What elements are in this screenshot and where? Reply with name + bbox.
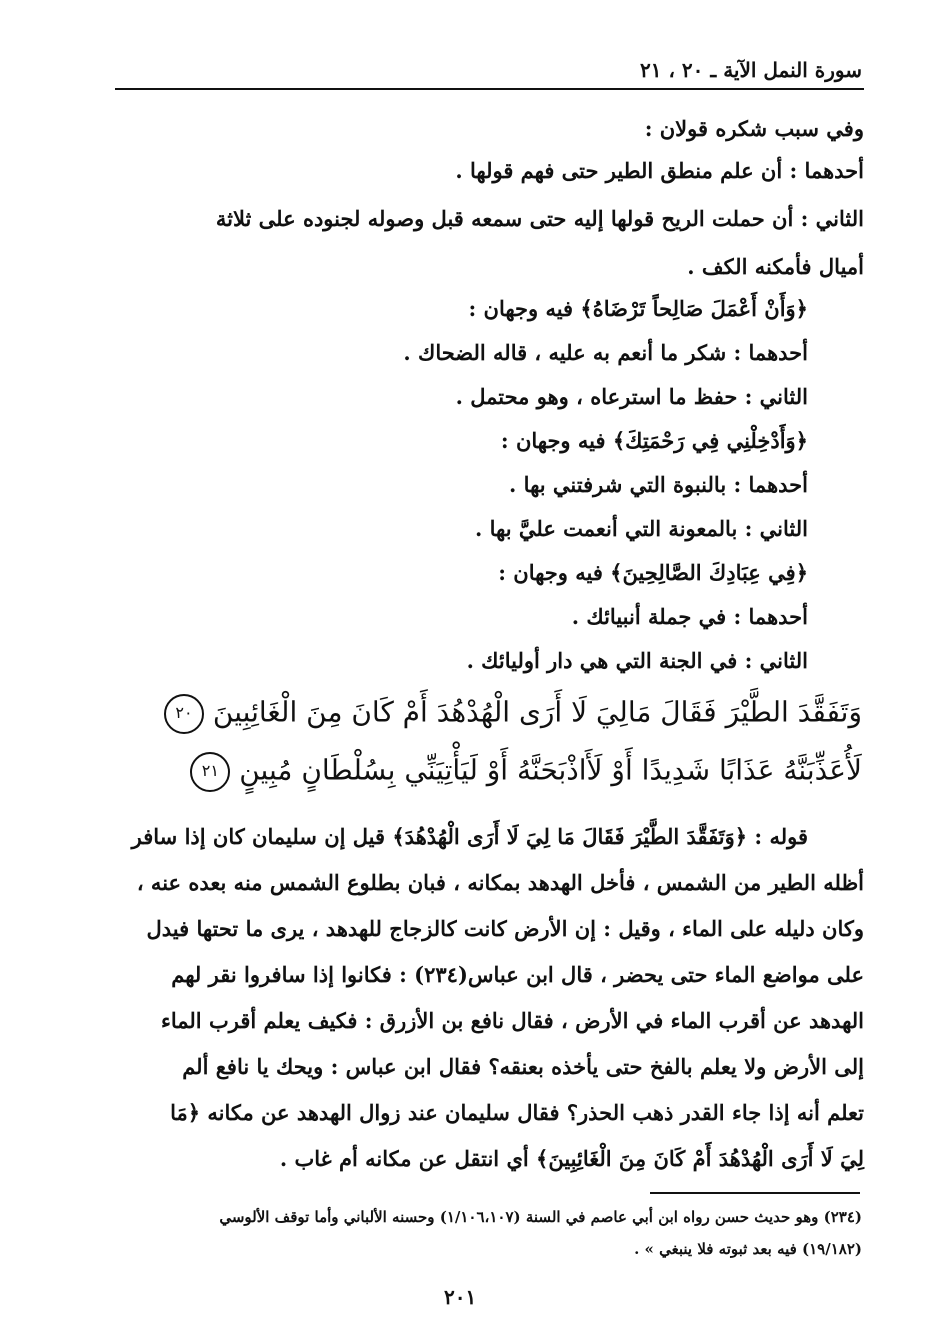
text-line: أحدهما : في جملة أنبيائك . (571, 604, 808, 629)
verse-quote: ﴿فِي عِبَادِكَ الصَّالِحِينَ﴾ فيه وجهان : (498, 560, 808, 585)
commentary-line: وكان دليله على الماء ، وقيل : إن الأرض كانت كالزجاج للهدهد ، يرى ما تحتها فيدل (146, 916, 864, 941)
header-rule (115, 88, 864, 90)
commentary-line: تعلم أنه إذا جاء القدر ذهب الحذر؟ فقال سليمان عند زوال الهدهد عن مكانه ﴿مَا (170, 1100, 864, 1125)
commentary-line: لِيَ لَا أَرَى الْهُدْهُدَ أَمْ كَانَ مِنَ الْغَائِبِينَ﴾ أي انتقل عن مكانه أم غاب . (279, 1146, 864, 1171)
verse-quote: ﴿وَأَدْخِلْنِي فِي رَحْمَتِكَ﴾ فيه وجهان : (500, 428, 808, 453)
commentary-line: أظله الطير من الشمس ، فأخل الهدهد بمكانه ، فبان بطلوع الشمس منه بعده عنه ، (136, 870, 864, 895)
text-line: أحدهما : شكر ما أنعم به عليه ، قاله الضحاك . (403, 340, 808, 365)
text-line: الثاني : في الجنة التي هي دار أوليائك . (466, 648, 808, 673)
text-line: الثاني : بالمعونة التي أنعمت عليَّ بها . (475, 516, 808, 541)
verse-quote: ﴿وَأَنْ أَعْمَلَ صَالِحاً تَرْضَاهُ﴾ فيه وجهان : (468, 296, 808, 321)
footnote-rule (650, 1192, 860, 1194)
commentary-line: إلى الأرض ولا يعلم بالفخ حتى يأخذه بعنقه؟ فقال ابن عباس : ويحك يا نافع ألم (182, 1054, 864, 1079)
commentary-line: قوله : ﴿وَتَفَقَّدَ الطَّيْرَ فَقَالَ مَا لِيَ لَا أَرَى الْهُدْهُدَ﴾ قيل إن سليمان كان إذا سافر (131, 824, 808, 849)
text-line: أحدهما : أن علم منطق الطير حتى فهم قولها . (455, 158, 864, 183)
text-line: الثاني : أن حملت الريح قولها إليه حتى سمعه قبل وصوله لجنوده على ثلاثة (215, 206, 864, 231)
page-number: ٢٠١ (444, 1285, 477, 1309)
text-line: أحدهما : بالنبوة التي شرفتني بها . (509, 472, 808, 497)
text-line: وفي سبب شكره قولان : (644, 116, 864, 141)
text-line: أميال فأمكنه الكف . (687, 254, 864, 279)
running-header: سورة النمل الآية ـ ٢٠ ، ٢١ (640, 58, 862, 82)
footnote-line: (١٩/١٨٢) فيه بعد ثبوته فلا ينبغي » . (634, 1240, 862, 1258)
commentary-line: على مواضع الماء حتى يحضر ، قال ابن عباس(٢٣٤) : فكانوا إذا سافروا نقر لهم (171, 962, 864, 987)
quran-verse-line (154, 694, 862, 734)
commentary-line: الهدهد عن أقرب الماء في الأرض ، فقال نافع بن الأزرق : فكيف يعلم أقرب الماء (161, 1008, 864, 1033)
quran-verse-line (180, 752, 862, 792)
footnote-line: (٢٣٤) وهو حديث حسن رواه ابن أبي عاصم في السنة (١/١٠٦،١٠٧) وحسنه الألباني وأما توقف الألوسي (219, 1208, 862, 1226)
text-line: الثاني : حفظ ما استرعاه ، وهو محتمل . (455, 384, 808, 409)
quran-verse-text: لَأُعَذِّبَنَّهُ عَذَابًا شَدِيدًا أَوْ لَأَاذْبَحَنَّهُ أَوْ لَيَأْتِيَنِّي بِسُلْطَانٍ مُبِينٍ (239, 753, 862, 787)
ayah-number-marker: ٢٠ (164, 694, 204, 734)
ayah-number-marker: ٢١ (190, 752, 230, 792)
quran-verse-text: وَتَفَقَّدَ الطَّيْرَ فَقَالَ مَالِيَ لَا أَرَى الْهُدْهُدَ أَمْ كَانَ مِنَ الْغَائِبِينَ (212, 695, 862, 729)
